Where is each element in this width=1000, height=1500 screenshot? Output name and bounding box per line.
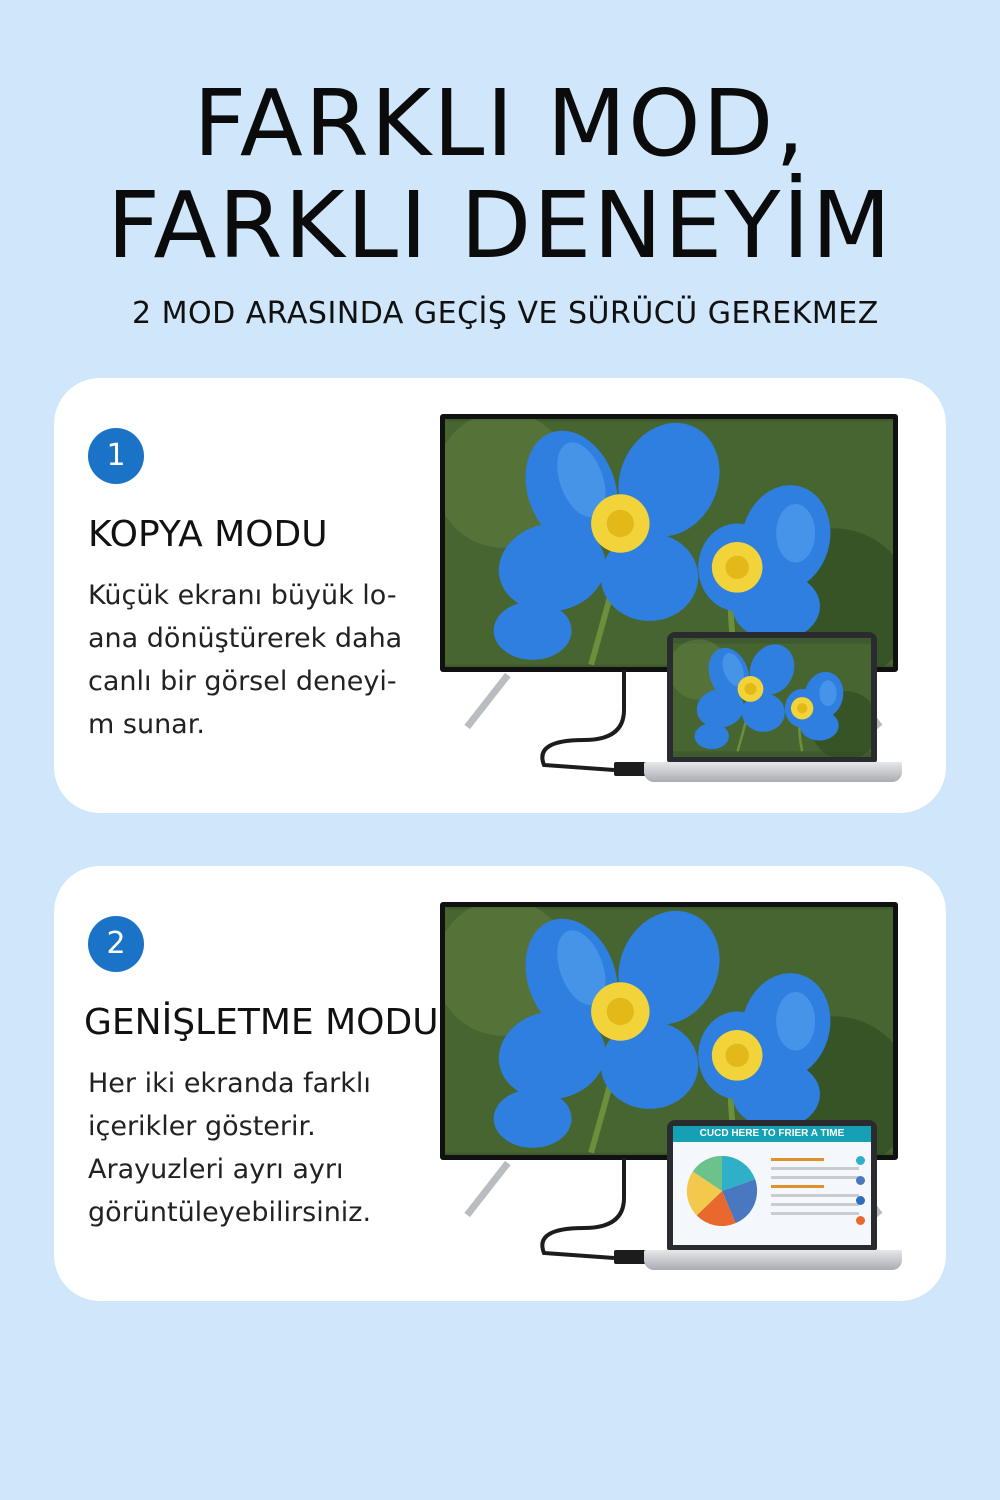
step-number-badge: 1 (88, 428, 144, 484)
mode-title: GENİŞLETME MODU (84, 1002, 439, 1043)
tv-screen-flowers-image (445, 907, 893, 1155)
tv-screen-flowers-image (445, 419, 893, 667)
laptop (667, 632, 877, 762)
slide-header: CUCD HERE TO FRIER A TIME (673, 1126, 871, 1142)
page-title-line-1: FARKLI MOD, (193, 70, 807, 177)
laptop-base (644, 1250, 902, 1270)
mode-card-extend (54, 866, 946, 1301)
slide-bullet-icon (856, 1176, 865, 1185)
presentation-slide (673, 1126, 871, 1245)
copy-mode-illustration (434, 410, 914, 790)
slide-bullet-icon (856, 1196, 865, 1205)
page-title-line-2: FARKLI DENEYİM (107, 172, 893, 279)
laptop-screen-flowers-image (673, 638, 871, 757)
page-subtitle: 2 MOD ARASINDA GEÇİŞ VE SÜRÜCÜ GEREKMEZ (132, 296, 879, 331)
step-number-badge: 2 (88, 916, 144, 972)
mode-title: KOPYA MODU (88, 514, 328, 555)
pie-chart-icon (683, 1152, 761, 1230)
laptop (667, 1120, 877, 1250)
laptop-base (644, 762, 902, 782)
slide-bullet-icon (856, 1216, 865, 1225)
laptop-screen-document (673, 1126, 871, 1245)
mode-description: Küçük ekranı büyük lo-ana dönüştürerek daha canlı bir görsel deneyi-m sunar. (88, 580, 403, 740)
mode-description: Her iki ekranda farklı içerikler gösterir. Arayuzleri ayrı ayrı görüntüleyebilirsiniz. (88, 1068, 372, 1228)
mode-card-copy (54, 378, 946, 813)
extend-mode-illustration (434, 898, 914, 1278)
slide-text-lines (771, 1152, 859, 1221)
slide-bullet-icon (856, 1156, 865, 1165)
